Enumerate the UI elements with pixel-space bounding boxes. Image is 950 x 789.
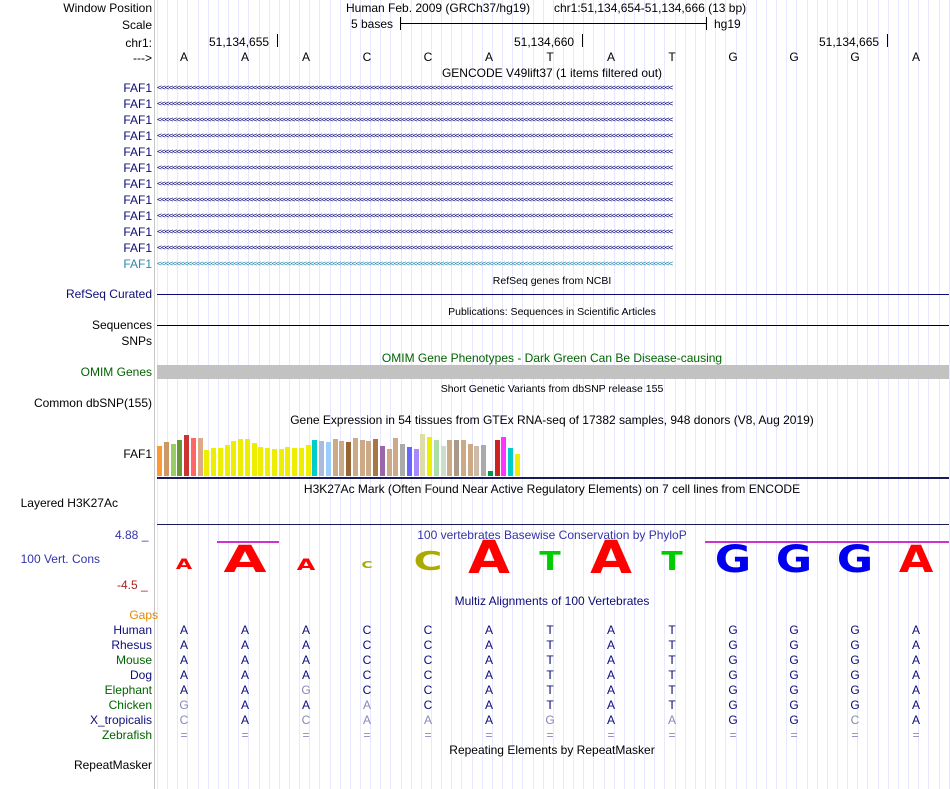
gtex-tissue-bar[interactable] (198, 438, 203, 476)
alignment-base: C (423, 668, 433, 682)
alignment-base: A (606, 668, 616, 682)
alignment-base: A (606, 638, 616, 652)
gtex-tissue-bar[interactable] (164, 442, 169, 476)
gtex-tissue-bar[interactable] (204, 450, 209, 476)
alignment-base: G (850, 653, 860, 667)
gtex-tissue-bar[interactable] (360, 440, 365, 476)
gencode-gene-label[interactable]: FAF1 (123, 257, 152, 271)
alignment-base: G (728, 623, 738, 637)
ruler-tick (887, 34, 888, 47)
alignment-base: A (484, 653, 494, 667)
alignment-base: C (423, 698, 433, 712)
alignment-base: A (362, 713, 372, 727)
alignment-base: T (546, 623, 554, 637)
phylop-logo-letter[interactable]: T (539, 547, 561, 578)
alignment-base: A (606, 653, 616, 667)
gtex-tissue-bar[interactable] (272, 449, 277, 476)
gtex-tissue-bar[interactable] (481, 445, 486, 476)
sequence-base: A (179, 50, 189, 64)
gencode-gene-feature[interactable]: <<<<<<<<<<<<<<<<<<<<<<<<<<<<<<<<<<<<<<<<<<<<<<<<<<<<<<<<<<<<<<<<<<<<<<<<<<<<<<<<<<<<<<<<<<<<<<<<<<<<<<<<<<<<<<<<<<<<<<<<<<<<<<<<<<<<<<< (157, 83, 673, 92)
phylop-title[interactable]: 100 vertebrates Basewise Conservation by PhyloP (417, 528, 687, 542)
alignment-base: T (668, 698, 676, 712)
alignment-base: A (911, 653, 921, 667)
scale-bar-left-tick (400, 17, 401, 30)
alignment-base: C (362, 683, 372, 697)
alignment-base: A (911, 713, 921, 727)
gencode-gene-feature[interactable]: <<<<<<<<<<<<<<<<<<<<<<<<<<<<<<<<<<<<<<<<<<<<<<<<<<<<<<<<<<<<<<<<<<<<<<<<<<<<<<<<<<<<<<<<<<<<<<<<<<<<<<<<<<<<<<<<<<<<<<<<<<<<<<<<<<<<<<< (157, 259, 673, 268)
h3k27ac-title[interactable]: H3K27Ac Mark (Often Found Near Active Regulatory Elements) on 7 cell lines from ENCODE (303, 482, 801, 496)
phylop-logo-letter[interactable]: G (714, 537, 752, 581)
gencode-gene-feature[interactable]: <<<<<<<<<<<<<<<<<<<<<<<<<<<<<<<<<<<<<<<<<<<<<<<<<<<<<<<<<<<<<<<<<<<<<<<<<<<<<<<<<<<<<<<<<<<<<<<<<<<<<<<<<<<<<<<<<<<<<<<<<<<<<<<<<<<<<<< (157, 115, 673, 124)
phylop-logo-letter[interactable]: T (661, 547, 683, 578)
gtex-tissue-bar[interactable] (211, 448, 216, 476)
alignment-base: G (850, 623, 860, 637)
scale-label: Scale (121, 18, 152, 32)
alignment-base: = (668, 728, 676, 742)
omim-feature-bar[interactable] (157, 365, 949, 379)
alignment-base: G (301, 683, 311, 697)
strand-label: ---> (133, 51, 152, 65)
gencode-gene-feature[interactable]: <<<<<<<<<<<<<<<<<<<<<<<<<<<<<<<<<<<<<<<<<<<<<<<<<<<<<<<<<<<<<<<<<<<<<<<<<<<<<<<<<<<<<<<<<<<<<<<<<<<<<<<<<<<<<<<<<<<<<<<<<<<<<<<<<<<<<<< (157, 99, 673, 108)
gencode-title[interactable]: GENCODE V49lift37 (1 items filtered out) (441, 66, 663, 80)
gtex-tissue-bar[interactable] (407, 447, 412, 476)
scale-bar-text: 5 bases (351, 17, 394, 31)
position-text: chr1:51,134,654-51,134,666 (13 bp) (554, 1, 747, 15)
gencode-gene-label[interactable]: FAF1 (123, 97, 152, 111)
gtex-tissue-bar[interactable] (366, 441, 371, 476)
alignment-base: C (423, 638, 433, 652)
gtex-tissue-bar[interactable] (292, 448, 297, 476)
publications-title[interactable]: Publications: Sequences in Scientific Articles (448, 306, 656, 318)
alignment-base: T (546, 668, 554, 682)
gtex-tissue-bar[interactable] (265, 448, 270, 476)
gtex-tissue-bar[interactable] (400, 444, 405, 476)
alignment-base: = (363, 728, 371, 742)
label-separator (154, 0, 155, 789)
phylop-logo-letter[interactable]: A (223, 537, 267, 581)
alignment-base: A (606, 698, 616, 712)
alignment-base: A (240, 698, 250, 712)
ruler-tick-label: 51,134,660 (514, 35, 575, 49)
alignment-base: G (789, 683, 799, 697)
phylop-logo-letter[interactable]: A (590, 530, 632, 584)
alignment-base: G (789, 713, 799, 727)
species-label[interactable]: Human (113, 623, 152, 637)
sequence-base: T (668, 50, 676, 64)
alignment-base: = (180, 728, 188, 742)
phylop-logo-letter[interactable]: C (361, 560, 373, 572)
gtex-tissue-bar[interactable] (373, 439, 378, 476)
gtex-tissue-bar[interactable] (326, 442, 331, 476)
alignment-base: A (484, 638, 494, 652)
gencode-gene-label[interactable]: FAF1 (123, 241, 152, 255)
ruler-tick-label: 51,134,655 (209, 35, 270, 49)
dbsnp-label[interactable]: Common dbSNP(155) (33, 396, 152, 410)
alignment-base: A (667, 713, 677, 727)
alignment-base: A (301, 638, 311, 652)
phylop-logo-letter[interactable]: A (468, 530, 510, 584)
gencode-gene-feature[interactable]: <<<<<<<<<<<<<<<<<<<<<<<<<<<<<<<<<<<<<<<<<<<<<<<<<<<<<<<<<<<<<<<<<<<<<<<<<<<<<<<<<<<<<<<<<<<<<<<<<<<<<<<<<<<<<<<<<<<<<<<<<<<<<<<<<<<<<<< (157, 243, 673, 252)
alignment-base: A (423, 713, 433, 727)
alignment-base: C (362, 653, 372, 667)
sequence-base: C (362, 50, 372, 64)
alignment-base: C (301, 713, 311, 727)
species-label[interactable]: Dog (129, 668, 152, 682)
gtex-tissue-bar[interactable] (157, 446, 162, 476)
refseq-title[interactable]: RefSeq genes from NCBI (492, 275, 612, 287)
alignment-base: G (728, 638, 738, 652)
alignment-base: A (911, 668, 921, 682)
alignment-base: A (911, 623, 921, 637)
phylop-min-label: -4.5 _ (117, 578, 148, 592)
gtex-tissue-bar[interactable] (184, 435, 189, 476)
alignment-base: T (668, 638, 676, 652)
alignment-base: G (728, 683, 738, 697)
alignment-base: C (423, 623, 433, 637)
alignment-base: A (240, 653, 250, 667)
gtex-tissue-bar[interactable] (171, 444, 176, 476)
gtex-tissue-bar[interactable] (252, 443, 257, 476)
alignment-base: C (423, 653, 433, 667)
ruler-tick (277, 34, 278, 47)
alignment-base: A (301, 698, 311, 712)
gencode-gene-label[interactable]: FAF1 (123, 177, 152, 191)
alignment-base: G (728, 713, 738, 727)
gtex-bar-chart[interactable] (157, 427, 537, 476)
ruler-tick-label: 51,134,665 (819, 35, 880, 49)
phylop-max-label: 4.88 _ (115, 528, 149, 542)
alignment-base: = (302, 728, 310, 742)
alignment-base: A (606, 713, 616, 727)
gtex-tissue-bar[interactable] (279, 449, 284, 476)
alignment-base: G (728, 698, 738, 712)
alignment-base: = (546, 728, 554, 742)
gaps-label: Gaps (129, 608, 158, 622)
species-label[interactable]: Elephant (104, 683, 152, 697)
alignment-base: = (729, 728, 737, 742)
gtex-label[interactable]: FAF1 (123, 447, 152, 461)
repeatmasker-title[interactable]: Repeating Elements by RepeatMasker (449, 743, 655, 757)
gtex-tissue-bar[interactable] (447, 440, 452, 476)
scale-bar-right-tick (706, 17, 707, 30)
sequence-base: A (240, 50, 250, 64)
sequence-base: G (789, 50, 799, 64)
alignment-base: A (362, 698, 372, 712)
gtex-tissue-bar[interactable] (218, 448, 223, 476)
alignment-base: A (484, 683, 494, 697)
gtex-tissue-bar[interactable] (474, 446, 479, 476)
gtex-tissue-bar[interactable] (393, 438, 398, 476)
gtex-tissue-bar[interactable] (427, 437, 432, 476)
alignment-base: G (789, 653, 799, 667)
alignment-base: = (424, 728, 432, 742)
alignment-base: A (179, 653, 189, 667)
alignment-base: A (301, 668, 311, 682)
phylop-logo-letter[interactable]: G (775, 537, 813, 581)
gencode-gene-label[interactable]: FAF1 (123, 209, 152, 223)
gtex-tissue-bar[interactable] (420, 434, 425, 476)
gencode-gene-label[interactable]: FAF1 (123, 129, 152, 143)
scale-bar (400, 23, 707, 24)
alignment-base: T (546, 683, 554, 697)
gtex-tissue-bar[interactable] (238, 439, 243, 476)
alignment-base: = (912, 728, 920, 742)
phylop-logo-letter[interactable]: A (898, 537, 934, 581)
alignment-base: A (240, 668, 250, 682)
gencode-gene-label[interactable]: FAF1 (123, 225, 152, 239)
gencode-gene-feature[interactable]: <<<<<<<<<<<<<<<<<<<<<<<<<<<<<<<<<<<<<<<<<<<<<<<<<<<<<<<<<<<<<<<<<<<<<<<<<<<<<<<<<<<<<<<<<<<<<<<<<<<<<<<<<<<<<<<<<<<<<<<<<<<<<<<<<<<<<<< (157, 211, 673, 220)
gencode-gene-feature[interactable]: <<<<<<<<<<<<<<<<<<<<<<<<<<<<<<<<<<<<<<<<<<<<<<<<<<<<<<<<<<<<<<<<<<<<<<<<<<<<<<<<<<<<<<<<<<<<<<<<<<<<<<<<<<<<<<<<<<<<<<<<<<<<<<<<<<<<<<< (157, 195, 673, 204)
gtex-tissue-bar[interactable] (225, 445, 230, 476)
repeatmasker-label[interactable]: RepeatMasker (73, 758, 152, 772)
alignment-base: G (728, 653, 738, 667)
species-label[interactable]: X_tropicalis (89, 713, 152, 727)
gtex-tissue-bar[interactable] (461, 440, 466, 476)
alignment-base: C (362, 638, 372, 652)
alignment-base: A (179, 683, 189, 697)
sequence-base: G (728, 50, 738, 64)
gtex-tissue-bar[interactable] (245, 439, 250, 476)
window-position-label: Window Position (63, 1, 152, 15)
alignment-base: = (241, 728, 249, 742)
scale-db: hg19 (714, 17, 741, 31)
sequence-base: A (301, 50, 311, 64)
dbsnp-title[interactable]: Short Genetic Variants from dbSNP release 155 (440, 383, 664, 395)
gencode-gene-label[interactable]: FAF1 (123, 81, 152, 95)
gtex-tissue-bar[interactable] (177, 440, 182, 476)
alignment-base: = (790, 728, 798, 742)
sequence-base: T (546, 50, 554, 64)
species-label[interactable]: Rhesus (111, 638, 152, 652)
sequence-base: A (484, 50, 494, 64)
sequence-base: A (606, 50, 616, 64)
alignment-base: C (423, 683, 433, 697)
refseq-gene-line[interactable] (157, 294, 949, 295)
gencode-gene-label[interactable]: FAF1 (123, 113, 152, 127)
alignment-base: A (240, 638, 250, 652)
gtex-tissue-bar[interactable] (191, 438, 196, 476)
gtex-title[interactable]: Gene Expression in 54 tissues from GTEx RNA-seq of 17382 samples, 948 donors (V8, Aug 2019) (290, 413, 814, 427)
alignment-base: T (668, 668, 676, 682)
alignment-base: A (484, 713, 494, 727)
phylop-logo-letter[interactable]: A (296, 554, 316, 574)
phylop-logo-letter[interactable]: G (836, 537, 874, 581)
gtex-tissue-bar[interactable] (387, 449, 392, 476)
gtex-tissue-bar[interactable] (353, 438, 358, 476)
alignment-base: T (668, 623, 676, 637)
alignment-base: C (362, 623, 372, 637)
alignment-base: A (240, 623, 250, 637)
alignment-base: G (850, 668, 860, 682)
alignment-base: A (301, 623, 311, 637)
omim-label[interactable]: OMIM Genes (80, 365, 152, 379)
alignment-base: A (911, 698, 921, 712)
alignment-base: A (484, 623, 494, 637)
phylop-logo-letter[interactable]: C (413, 547, 443, 578)
gtex-tissue-bar[interactable] (285, 447, 290, 476)
gtex-tissue-bar[interactable] (258, 447, 263, 476)
alignment-base: T (546, 653, 554, 667)
alignment-base: G (179, 698, 189, 712)
gencode-gene-feature[interactable]: <<<<<<<<<<<<<<<<<<<<<<<<<<<<<<<<<<<<<<<<<<<<<<<<<<<<<<<<<<<<<<<<<<<<<<<<<<<<<<<<<<<<<<<<<<<<<<<<<<<<<<<<<<<<<<<<<<<<<<<<<<<<<<<<<<<<<<< (157, 227, 673, 236)
alignment-base: = (851, 728, 859, 742)
h3k27ac-baseline[interactable] (157, 524, 949, 525)
gtex-tissue-bar[interactable] (306, 445, 311, 476)
gtex-tissue-bar[interactable] (319, 441, 324, 476)
omim-title[interactable]: OMIM Gene Phenotypes - Dark Green Can Be Disease-causing (381, 351, 723, 365)
gtex-tissue-bar[interactable] (495, 440, 500, 476)
gtex-tissue-bar[interactable] (346, 442, 351, 476)
gtex-tissue-bar[interactable] (299, 448, 304, 476)
alignment-base: G (850, 683, 860, 697)
gtex-tissue-bar[interactable] (434, 440, 439, 476)
gtex-tissue-bar[interactable] (501, 437, 506, 476)
sequence-base: C (423, 50, 433, 64)
gtex-tissue-bar[interactable] (508, 448, 513, 476)
gtex-tissue-bar[interactable] (441, 446, 446, 476)
alignment-base: G (789, 668, 799, 682)
alignment-base: A (179, 668, 189, 682)
species-label[interactable]: Chicken (108, 698, 152, 712)
alignment-base: T (668, 653, 676, 667)
alignment-base: G (850, 638, 860, 652)
ruler-tick (582, 34, 583, 47)
alignment-base: G (789, 623, 799, 637)
alignment-base: A (179, 638, 189, 652)
phylop-label[interactable]: 100 Vert. Cons (20, 552, 100, 566)
gencode-gene-feature[interactable]: <<<<<<<<<<<<<<<<<<<<<<<<<<<<<<<<<<<<<<<<<<<<<<<<<<<<<<<<<<<<<<<<<<<<<<<<<<<<<<<<<<<<<<<<<<<<<<<<<<<<<<<<<<<<<<<<<<<<<<<<<<<<<<<<<<<<<<< (157, 163, 673, 172)
alignment-base: A (484, 668, 494, 682)
publications-line[interactable] (157, 325, 949, 326)
sequence-base: A (911, 50, 921, 64)
alignment-base: A (179, 623, 189, 637)
gtex-tissue-bar[interactable] (515, 454, 520, 476)
gtex-gene-line[interactable] (157, 477, 949, 479)
gtex-tissue-bar[interactable] (414, 449, 419, 476)
assembly-text: Human Feb. 2009 (GRCh37/hg19) (346, 1, 531, 15)
alignment-base: C (179, 713, 189, 727)
alignment-base: = (485, 728, 493, 742)
alignment-base: G (789, 698, 799, 712)
alignment-base: A (240, 713, 250, 727)
multiz-title[interactable]: Multiz Alignments of 100 Vertebrates (454, 594, 650, 608)
alignment-base: = (607, 728, 615, 742)
sequence-base: G (850, 50, 860, 64)
alignment-base: A (606, 683, 616, 697)
gtex-tissue-bar[interactable] (333, 439, 338, 476)
gencode-gene-label[interactable]: FAF1 (123, 161, 152, 175)
alignment-base: A (606, 623, 616, 637)
alignment-base: G (789, 638, 799, 652)
gencode-gene-feature[interactable]: <<<<<<<<<<<<<<<<<<<<<<<<<<<<<<<<<<<<<<<<<<<<<<<<<<<<<<<<<<<<<<<<<<<<<<<<<<<<<<<<<<<<<<<<<<<<<<<<<<<<<<<<<<<<<<<<<<<<<<<<<<<<<<<<<<<<<<< (157, 147, 673, 156)
alignment-base: G (545, 713, 555, 727)
alignment-base: A (301, 653, 311, 667)
publications-label[interactable]: Sequences (91, 318, 152, 332)
gencode-gene-label[interactable]: FAF1 (123, 193, 152, 207)
gtex-tissue-bar[interactable] (312, 440, 317, 476)
alignment-base: T (546, 698, 554, 712)
alignment-base: A (911, 638, 921, 652)
refseq-label[interactable]: RefSeq Curated (65, 287, 152, 301)
gencode-gene-feature[interactable]: <<<<<<<<<<<<<<<<<<<<<<<<<<<<<<<<<<<<<<<<<<<<<<<<<<<<<<<<<<<<<<<<<<<<<<<<<<<<<<<<<<<<<<<<<<<<<<<<<<<<<<<<<<<<<<<<<<<<<<<<<<<<<<<<<<<<<<< (157, 179, 673, 188)
snps-label[interactable]: SNPs (121, 334, 152, 348)
species-label[interactable]: Zebrafish (101, 728, 152, 742)
phylop-logo-letter[interactable]: A (175, 557, 193, 574)
gtex-tissue-bar[interactable] (488, 471, 493, 476)
gtex-tissue-bar[interactable] (380, 446, 385, 476)
species-label[interactable]: Mouse (115, 653, 152, 667)
alignment-base: T (668, 683, 676, 697)
gtex-tissue-bar[interactable] (454, 440, 459, 476)
alignment-base: T (546, 638, 554, 652)
alignment-base: C (362, 668, 372, 682)
gtex-tissue-bar[interactable] (468, 444, 473, 476)
gencode-gene-label[interactable]: FAF1 (123, 145, 152, 159)
gtex-tissue-bar[interactable] (231, 441, 236, 476)
gencode-gene-feature[interactable]: <<<<<<<<<<<<<<<<<<<<<<<<<<<<<<<<<<<<<<<<<<<<<<<<<<<<<<<<<<<<<<<<<<<<<<<<<<<<<<<<<<<<<<<<<<<<<<<<<<<<<<<<<<<<<<<<<<<<<<<<<<<<<<<<<<<<<<< (157, 131, 673, 140)
alignment-base: A (911, 683, 921, 697)
alignment-base: G (850, 698, 860, 712)
alignment-base: C (850, 713, 860, 727)
gtex-tissue-bar[interactable] (339, 441, 344, 476)
alignment-base: G (728, 668, 738, 682)
alignment-base: A (240, 683, 250, 697)
chrom-label: chr1: (125, 36, 152, 50)
h3k27ac-label[interactable]: Layered H3K27Ac (20, 496, 118, 510)
alignment-base: A (484, 698, 494, 712)
